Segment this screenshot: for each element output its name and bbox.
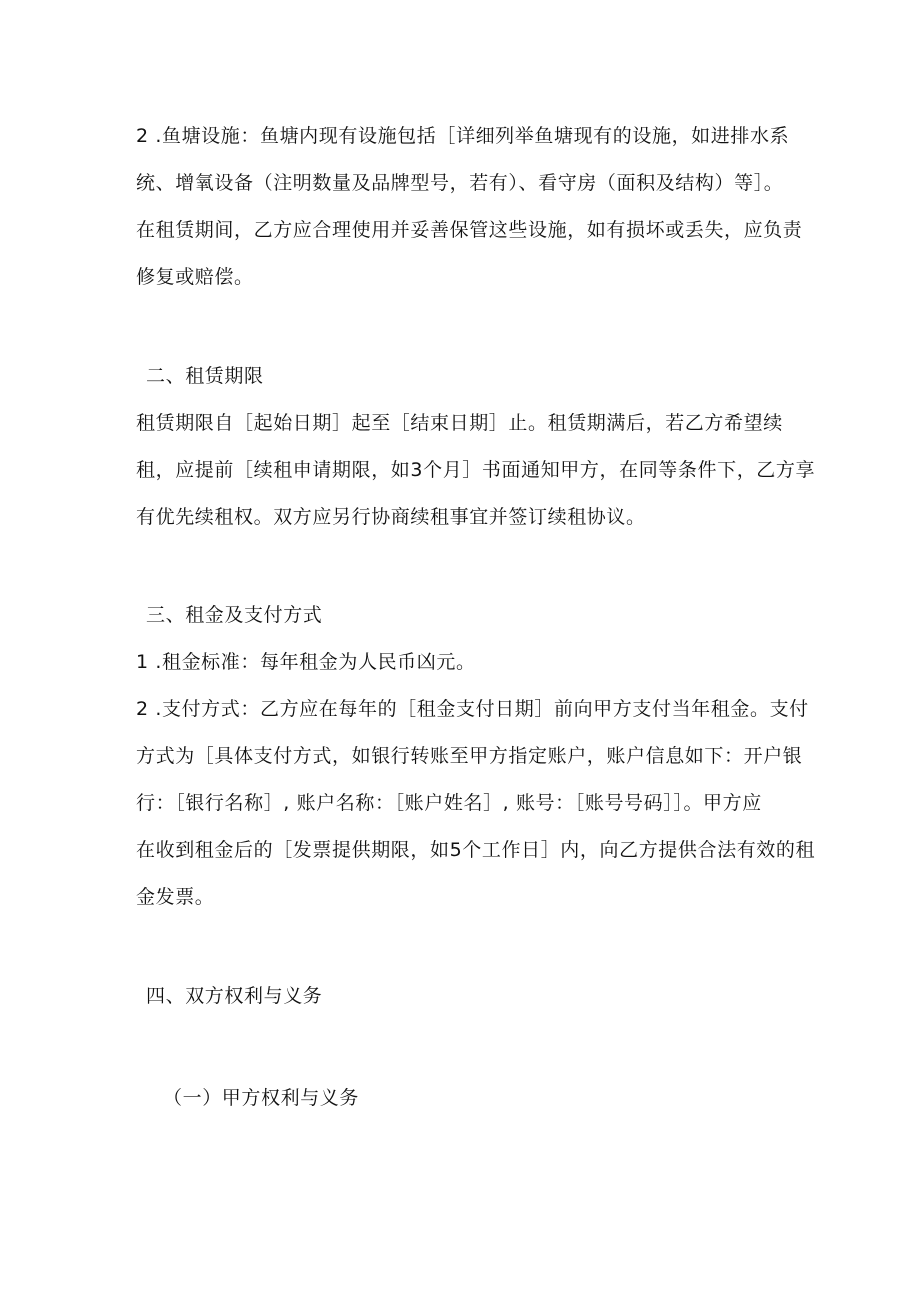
facilities-line-4: 修复或赔偿。 <box>136 266 254 288</box>
payment-line-4: 在收到租金后的［发票提供期限，如5个工作日］内，向乙方提供合法有效的租 <box>136 839 816 861</box>
facilities-line-2: 统、增氧设备（注明数量及品牌型号，若有）、看守房（面积及结构）等］。 <box>136 172 784 194</box>
rights-heading: 四、双方权利与义务 <box>146 985 323 1007</box>
term-line-1: 租赁期限自［起始日期］起至［结束日期］止。租赁期满后，若乙方希望续 <box>136 412 783 434</box>
rent-heading: 三、租金及支付方式 <box>146 604 323 626</box>
rent-standard: 1 .租金标准：每年租金为人民币凶元。 <box>136 651 476 673</box>
term-line-2: 租，应提前［续租申请期限，如3个月］书面通知甲方，在同等条件下，乙方享 <box>136 459 816 481</box>
term-line-3: 有优先续租权。双方应另行协商续租事宜并签订续租协议。 <box>136 506 646 528</box>
payment-line-1: 2 .支付方式：乙方应在每年的［租金支付日期］前向甲方支付当年租金。支付 <box>136 698 809 720</box>
facilities-line-3: 在租赁期间，乙方应合理使用并妥善保管这些设施，如有损坏或丢失，应负责 <box>136 219 803 241</box>
payment-line-3: 行：［银行名称］, 账户名称：［账户姓名］, 账号：［账号号码］］。甲方应 <box>136 792 762 814</box>
payment-line-2: 方式为［具体支付方式，如银行转账至甲方指定账户，账户信息如下：开户银 <box>136 745 803 767</box>
payment-line-5: 金发票。 <box>136 886 215 908</box>
term-heading: 二、租赁期限 <box>146 365 264 387</box>
rights-subheading: （一）甲方权利与义务 <box>163 1087 360 1109</box>
facilities-line-1: 2 .鱼塘设施：鱼塘内现有设施包括［详细列举鱼塘现有的设施，如进排水系 <box>136 125 790 147</box>
